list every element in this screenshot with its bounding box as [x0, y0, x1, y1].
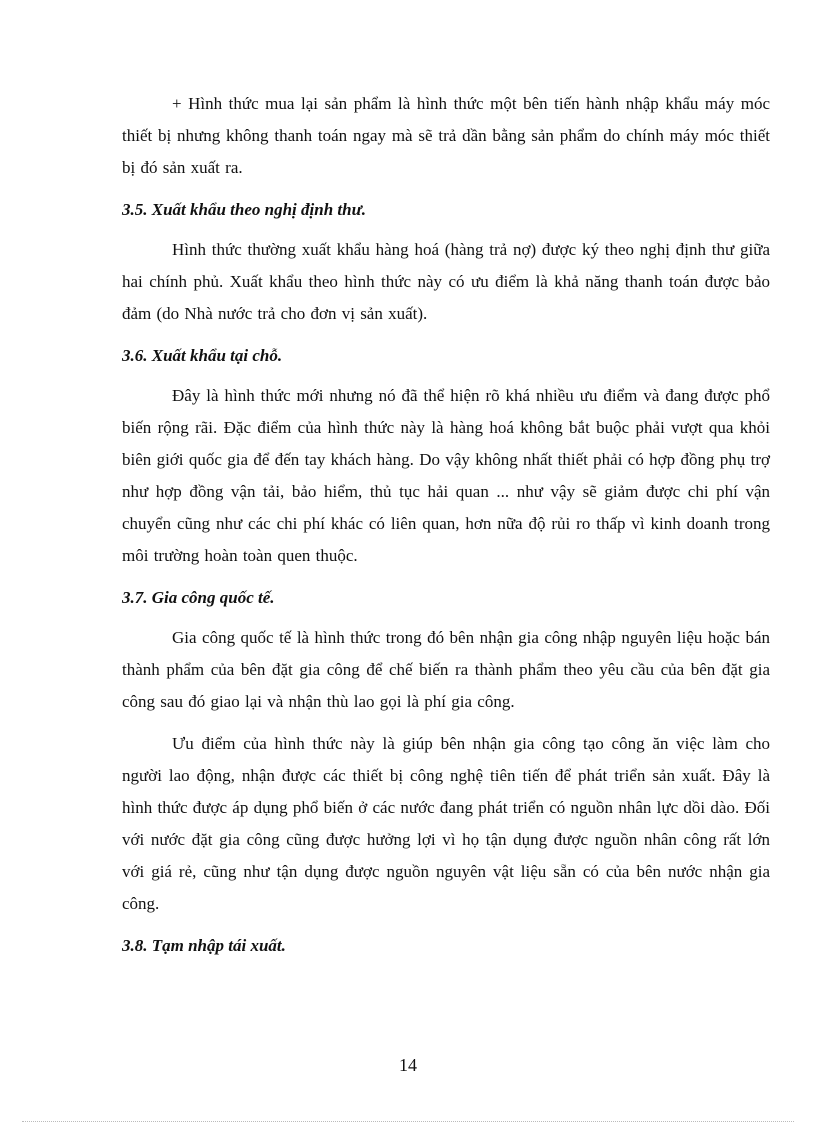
page-body [122, 88, 770, 962]
paragraph-onsite-export: Đây là hình thức mới nhưng nó đã thể hiện rõ khá nhiều ưu điểm và đang được phổ biến rộng rãi. Đặc điểm của hình thức này là hàng hoá không bắt buộc phải vượt qua khỏi biên giới quốc gia để đến tay khách hàng. Do vậy không nhất thiết phải có hợp đồng phụ trợ như hợp đồng vận tải, bảo hiểm, thủ tục hải quan ... như vậy sẽ giảm được chi phí vận chuyển cũng như các chi phí khác có liên quan, hơn nữa độ rủi ro thấp vì kinh doanh trong môi trường hoàn toàn quen thuộc. [122, 386, 770, 565]
paragraph-buyback: + Hình thức mua lại sản phẩm là hình thức một bên tiến hành nhập khẩu máy móc thiết bị nhưng không thanh toán ngay mà sẽ trả dần bằng sản phẩm do chính máy móc thiết bị đó sản xuất ra. [122, 94, 770, 177]
footer-divider [22, 1121, 794, 1122]
heading-3-5: 3.5. Xuất khẩu theo nghị định thư. [122, 200, 367, 219]
paragraph-protocol-export: Hình thức thường xuất khẩu hàng hoá (hàng trả nợ) được ký theo nghị định thư giữa hai chính phủ. Xuất khẩu theo hình thức này có ưu điểm là khả năng thanh toán được bảo đảm (do Nhà nước trả cho đơn vị sản xuất). [122, 240, 770, 323]
heading-3-8: 3.8. Tạm nhập tái xuất. [122, 936, 286, 955]
paragraph-processing-advantages: Ưu điểm của hình thức này là giúp bên nhận gia công tạo công ăn việc làm cho người lao động, nhận được các thiết bị công nghệ tiên tiến để phát triển sản xuất. Đây là hình thức được áp dụng phổ biến ở các nước đang phát triển có nguồn nhân lực dồi dào. Đối với nước đặt gia công cũng được hưởng lợi vì họ tận dụng được nguồn nhân công rất lớn với giá rẻ, cũng như tận dụng được nguồn nguyên vật liệu sẵn có của bên nước nhận gia công. [122, 734, 770, 913]
paragraph-processing-definition: Gia công quốc tế là hình thức trong đó bên nhận gia công nhập nguyên liệu hoặc bán thành phẩm của bên đặt gia công để chế biến ra thành phẩm theo yêu cầu của bên đặt gia công sau đó giao lại và nhận thù lao gọi là phí gia công. [122, 628, 770, 711]
page-number: 14 [399, 1055, 417, 1075]
heading-3-7: 3.7. Gia công quốc tế. [122, 588, 275, 607]
heading-3-6: 3.6. Xuất khẩu tại chỗ. [122, 346, 283, 365]
